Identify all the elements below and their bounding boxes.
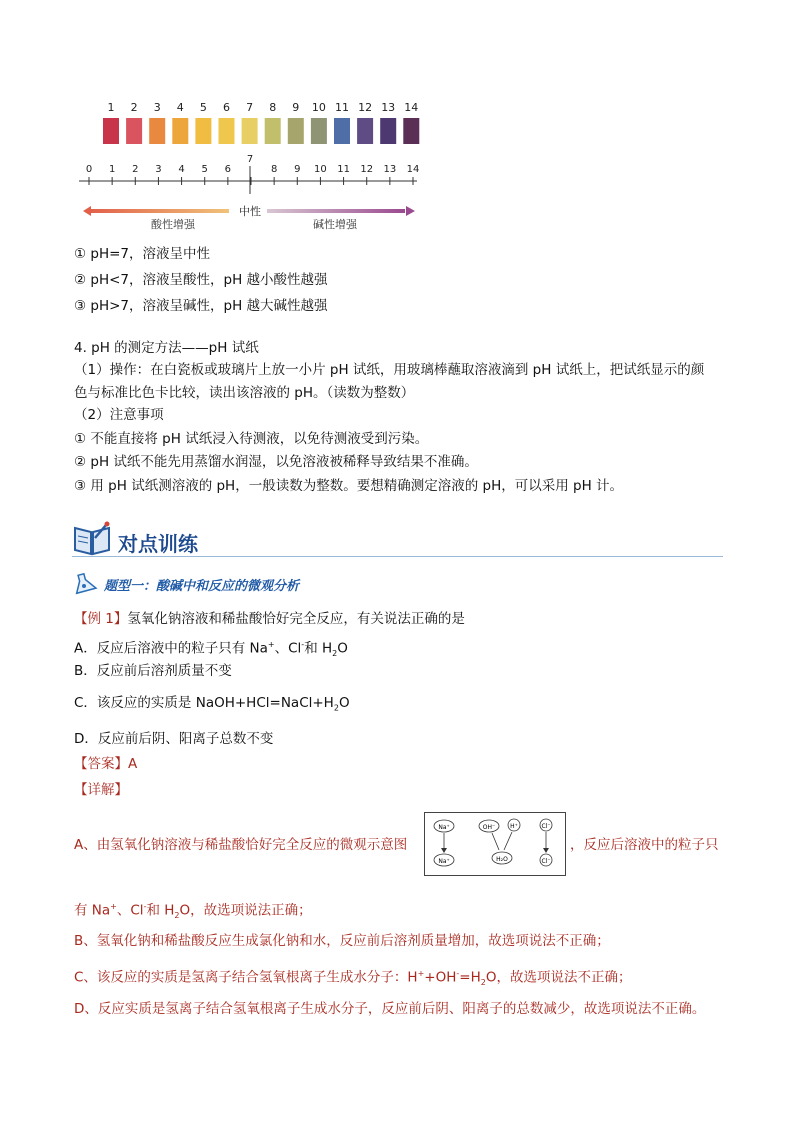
answer-line (74, 755, 137, 773)
explain-c-post: =H (459, 969, 481, 986)
explain-c-mid: +OH (424, 969, 457, 986)
color-swatch-13 (380, 118, 396, 144)
color-swatch-8 (265, 118, 281, 144)
color-swatch-6 (219, 118, 235, 144)
axis-tick-label-4: 4 (178, 164, 185, 175)
explain-c-end: O，故选项说法不正确； (485, 969, 632, 986)
rule-1: ① pH=7，溶液呈中性 (74, 246, 211, 262)
answer-tag: 【答案】 (74, 756, 128, 772)
acid-label: 酸性增强 (151, 218, 195, 231)
note-1: ① 不能直接将 pH 试纸浸入待测液，以免待测液受到污染。 (74, 431, 429, 447)
axis-tick-label-12: 12 (360, 164, 374, 175)
explain-a2-sub: 2 (174, 911, 180, 921)
section4-heading: 4. pH 的测定方法——pH 试纸 (74, 340, 259, 356)
detail-tag: 【详解】 (74, 782, 128, 798)
diagram-na-top: Na⁺ (438, 824, 450, 831)
axis-tick-label-2: 2 (132, 164, 139, 175)
axis-tick-label-1: 1 (108, 164, 116, 175)
topic-title: 题型一：酸碱中和反应的微观分析 (104, 579, 300, 594)
explain-a2-pre: 有 Na (74, 902, 111, 919)
swatch-label-5: 5 (199, 101, 207, 114)
axis-tick-label-9: 9 (294, 164, 301, 175)
base-arrowhead (406, 206, 415, 216)
note-2: ② pH 试纸不能先用蒸馏水润湿，以免溶液被稀释导致结果不准确。 (74, 454, 478, 470)
training-title: 对点训练 (118, 532, 198, 556)
rule-3: ③ pH>7，溶液呈碱性，pH 越大碱性越强 (74, 298, 328, 314)
diagram-na-bottom: Na⁺ (438, 858, 450, 865)
color-swatch-10 (311, 118, 327, 144)
color-swatch-5 (195, 118, 211, 144)
ph-scale-chart (75, 96, 425, 231)
diagram-oh: OH⁻ (482, 824, 496, 831)
swatch-label-8: 8 (269, 101, 277, 114)
book-icon (72, 520, 112, 556)
diagram-h2o: H₂O (496, 856, 508, 863)
option-a-sup: + (267, 640, 275, 649)
explain-a2-end: O，故选项说法正确； (179, 902, 312, 919)
section4-op-line1: （1）操作：在白瓷板或玻璃片上放一小片 pH 试纸，用玻璃棒蘸取溶液滴到 pH 试纸上，把试纸显示的颜 (74, 362, 705, 378)
neutral-label: 中性 (239, 205, 261, 218)
option-c (74, 694, 350, 718)
swatch-label-1: 1 (107, 101, 115, 114)
axis-tick-label-6: 6 (224, 164, 232, 175)
explain-a2-sup2: - (143, 902, 147, 911)
axis-tick-label-3: 3 (155, 164, 162, 175)
base-arrow-bar (267, 209, 405, 213)
color-swatch-3 (149, 118, 165, 144)
swatch-label-10: 10 (311, 101, 326, 114)
option-b: B．反应前后溶剂质量不变 (74, 663, 232, 679)
option-d: D．反应前后阴、阳离子总数不变 (74, 731, 274, 747)
neutral-marker-label: 7 (246, 154, 254, 165)
axis-tick-label-10: 10 (314, 164, 327, 175)
example-tag: 【例 1】 (74, 611, 128, 627)
color-swatch-9 (288, 118, 304, 144)
explain-c (74, 965, 631, 992)
acid-arrow-bar (89, 209, 229, 213)
option-a-end: O (337, 640, 348, 657)
swatch-label-7: 7 (246, 101, 254, 114)
diagram-h: H⁺ (510, 823, 518, 830)
example-question (74, 610, 465, 628)
explain-a2-mid: 、Cl (116, 902, 144, 919)
color-swatch-4 (172, 118, 188, 144)
option-c-end: O (338, 695, 350, 711)
notes-heading: （2）注意事项 (74, 407, 164, 423)
explain-c-sup: + (417, 969, 425, 978)
explain-c-sup2: - (456, 969, 460, 978)
swatch-label-11: 11 (335, 101, 349, 114)
swatch-label-12: 12 (358, 101, 373, 114)
explain-c-pre: C、该反应的实质是氢离子结合氢氧根离子生成水分子：H (74, 969, 418, 986)
explain-a2-post: 和 H (146, 902, 175, 919)
base-label: 碱性增强 (313, 218, 357, 231)
example-text: 氢氧化钠溶液和稀盐酸恰好完全反应，有关说法正确的是 (127, 611, 465, 627)
training-divider (72, 556, 723, 557)
explain-c-sub: 2 (480, 978, 486, 988)
option-a-sub: 2 (332, 649, 338, 659)
explain-a2-sup: + (110, 902, 117, 911)
color-swatch-12 (357, 118, 373, 144)
option-c-sub: 2 (333, 703, 339, 713)
swatch-label-9: 9 (292, 101, 300, 114)
option-a-sup2: - (301, 640, 305, 649)
color-swatch-7 (242, 118, 258, 144)
swatch-label-3: 3 (153, 101, 161, 114)
answer-value: A (128, 756, 138, 772)
axis-tick-label-14: 14 (406, 164, 420, 175)
axis-tick-label-5: 5 (201, 164, 208, 175)
explain-b: B、氢氧化钠和稀盐酸反应生成氯化钠和水，反应前后溶剂质量增加，故选项说法不正确； (74, 933, 610, 949)
swatch-label-4: 4 (176, 101, 184, 114)
micro-reaction-diagram (424, 812, 566, 876)
note-3: ③ 用 pH 试纸测溶液的 pH，一般读数为整数。要想精确测定溶液的 pH，可以采用 pH 计。 (74, 478, 624, 494)
explain-d: D、反应实质是氢离子结合氢氧根离子生成水分子，反应前后阴、阳离子的总数减少，故选项说法不正确。 (74, 1001, 706, 1017)
diagram-cl-top: Cl⁻ (541, 823, 551, 830)
swatch-label-2: 2 (130, 101, 138, 114)
section4-op-line2: 色与标准比色卡比较，读出该溶液的 pH。（读数为整数） (74, 385, 415, 401)
explain-a-pre: A、由氢氧化钠溶液与稀盐酸恰好完全反应的微观示意图 (74, 837, 408, 853)
color-swatch-2 (126, 118, 142, 144)
acid-arrowhead (83, 206, 91, 216)
swatch-label-14: 14 (404, 101, 419, 114)
explain-a-line2 (74, 898, 312, 925)
swatch-label-6: 6 (223, 101, 230, 114)
color-swatch-11 (334, 118, 350, 144)
axis-tick-label-11: 11 (337, 164, 350, 175)
option-a-text: A．反应后溶液中的粒子只有 Na (74, 640, 268, 657)
diagram-cl-bottom: Cl⁻ (541, 858, 551, 865)
option-c-text: C．该反应的实质是 NaOH+HCl=NaCl+H (74, 695, 334, 711)
axis-tick-label-8: 8 (270, 164, 278, 175)
rule-2: ② pH<7，溶液呈酸性，pH 越小酸性越强 (74, 272, 328, 288)
option-a-mid: 、Cl (274, 640, 302, 657)
option-a-post: 和 H (304, 640, 333, 657)
explain-a-post: ，反应后溶液中的粒子只 (570, 837, 719, 853)
color-swatch-14 (403, 118, 419, 144)
option-a (74, 636, 348, 663)
color-swatch-1 (103, 118, 119, 144)
axis-tick-label-13: 13 (383, 164, 397, 175)
axis-tick-label-0: 0 (85, 164, 93, 175)
flask-icon (72, 572, 98, 594)
swatch-label-13: 13 (381, 101, 396, 114)
